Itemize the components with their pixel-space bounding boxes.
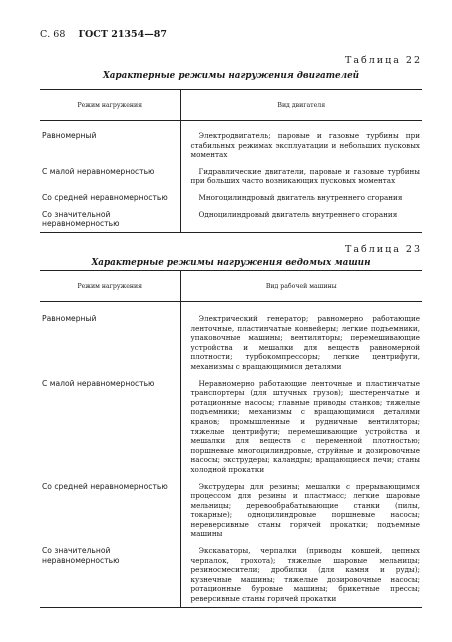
row-mode: Со средней неравномерностью [40,189,180,206]
row-mode: С малой неравномерностью [40,163,180,189]
table-23-header-mode: Режим нагружения [40,271,180,302]
table-22-header-mode: Режим нагружения [40,90,180,121]
row-mode: Со значительной неравномерностью [40,206,180,233]
table-23-header-type: Вид рабочей машины [180,271,422,302]
table-22-title: Характерные режимы нагружения двигателей [102,71,360,81]
page-number: С. 68 [40,29,66,40]
standard-number: ГОСТ 21354—87 [78,29,167,40]
table-23 [40,270,422,608]
table-row [40,121,422,163]
row-mode: Равномерный [40,302,180,375]
table-22-header-type: Вид двигателя [180,90,422,121]
row-mode: Равномерный [40,121,180,163]
row-desc: Одноцилиндровый двигатель внутреннего сгорания [180,206,422,233]
row-desc: Электрический генератор; равномерно работающие ленточные, пластинчатые конвейеры; легкие подъемники, упаковочные машины; вентиляторы; перемешивающие устройства и мешалки для веществ равномерной плотности; турбокомпрессоры; легкие центрифуги, механизмы с вращающимися деталями [190,314,420,371]
row-desc: Экструдеры для резины; мешалки с прерывающимся процессом для резины и пластмасс; легкие шаровые мельницы; деревообрабатывающие станки (пилы, токарные); одноцилиндровые поршневые насосы; нереверсивные станы горячей прокатки; подъемные машины [190,481,420,539]
row-mode: Со средней неравномерностью [40,478,180,543]
row-desc: Электродвигатель; паровые и газовые турбины при стабильных режимах эксплуатации и небольших пусковых моментах [190,131,420,160]
row-mode: Со значительной неравномерностью [40,542,180,607]
row-mode: С малой неравномерностью [40,375,180,478]
table-row [40,302,422,375]
row-desc: Экскаваторы, черпалки (приводы ковшей, цепных черпалок, грохота); тяжелые шаровые мельницы; резиносмесители; дробилки (для камня и руды); кузнечные машины; тяжелые дозировочные насосы; ротационные буровые машины; брикетные прессы; реверсивные станы горячей прокатки [180,542,422,607]
table-row [40,189,422,206]
row-desc: Гидравлические двигатели, паровые и газовые турбины при больших часто возникающих пусковых моментах [190,166,420,186]
table-row [40,163,422,189]
page-header [40,29,167,40]
table-row [40,478,422,543]
table-22-label: Таблица 22 [345,55,422,66]
row-desc: Неравномерно работающие ленточные и пластинчатые транспортеры (для штучных грузов); шестеренчатые и ротационные насосы; главные приводы станков; тяжелые подъемники; механизмы с вращающимися деталями кранов; промышленные и рудничные вентиляторы; тяжелые центрифуги; перемешивающие устройства и мешалки для веществ с переменной плотностью; поршневые многоцилиндровые, струйные и дозировочные насосы; экструдеры; каландры; вращающиеся печи; станы холодной прокатки [190,378,420,474]
table-23-label: Таблица 23 [345,244,422,255]
row-desc: Многоцилиндровый двигатель внутреннего сгорания [198,192,403,202]
table-row [40,375,422,478]
table-row [40,542,422,607]
table-23-title: Характерные режимы нагружения ведомых машин [91,258,371,268]
table-row [40,206,422,233]
table-22 [40,89,422,233]
